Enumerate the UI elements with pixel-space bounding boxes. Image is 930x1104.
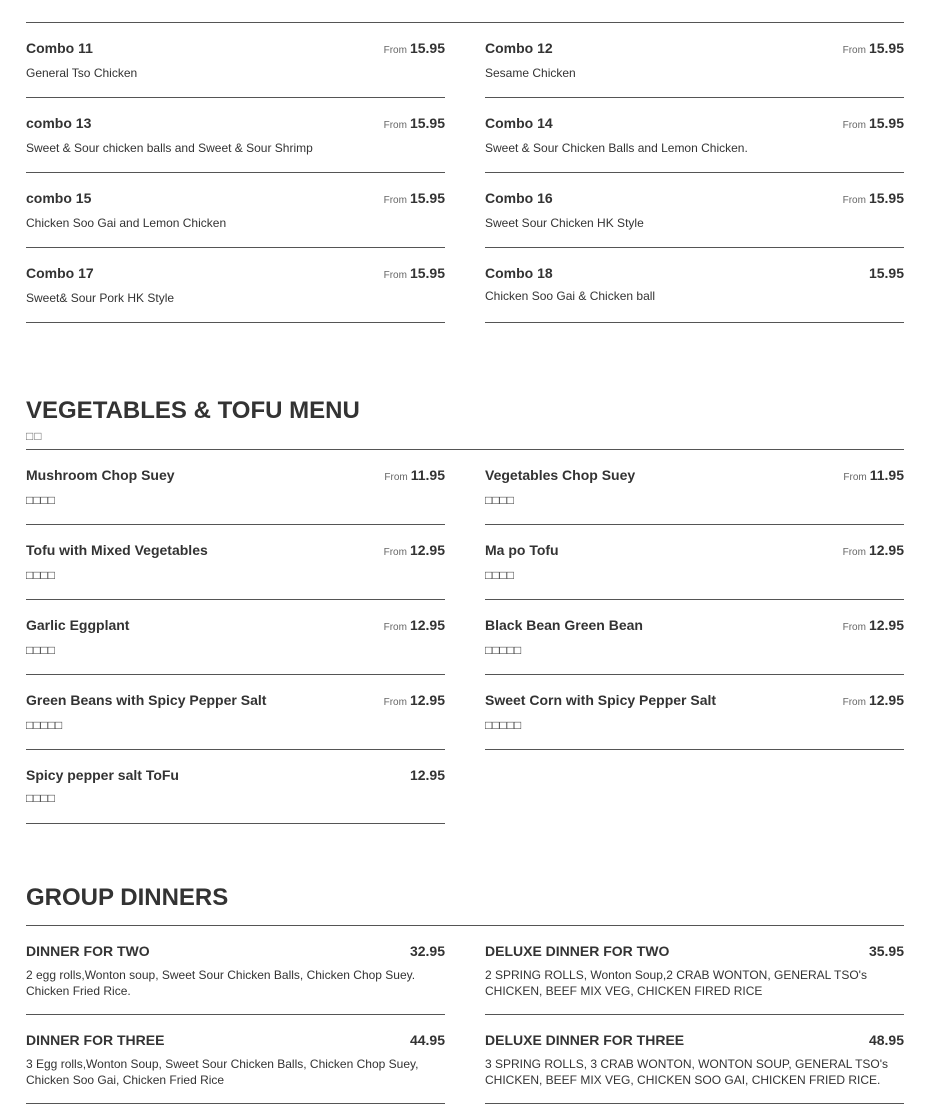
combo-grid (26, 23, 904, 323)
price-from-label: From (843, 472, 867, 483)
price-value: 15.95 (868, 40, 904, 56)
item-price (384, 265, 445, 281)
menu-item-combo-18[interactable] (485, 248, 904, 323)
menu-item-sweet-corn-pepper-salt[interactable] (485, 675, 904, 750)
menu-item-spicy-pepper-salt-tofu[interactable] (26, 750, 445, 824)
price-value: 15.95 (868, 265, 904, 281)
menu-item-deluxe-dinner-for-two[interactable] (485, 926, 904, 1015)
item-description: □□□□ (26, 568, 55, 582)
item-price (384, 467, 445, 483)
price-value: 12.95 (409, 692, 445, 708)
item-price (410, 943, 445, 959)
item-description: □□□□ (485, 493, 514, 507)
section-subtitle-vegetables: □□ (26, 429, 43, 443)
item-price (384, 190, 445, 206)
price-from-label: From (842, 697, 866, 708)
menu-item-deluxe-dinner-for-three[interactable] (485, 1015, 904, 1104)
item-name: Garlic Eggplant (26, 617, 130, 633)
menu-item-ma-po-tofu[interactable] (485, 525, 904, 600)
price-value: 44.95 (409, 1032, 445, 1048)
vegetables-grid (26, 450, 904, 824)
menu-item-tofu-mixed-vegetables[interactable] (26, 525, 445, 600)
price-value: 12.95 (409, 542, 445, 558)
price-from-label: From (842, 195, 866, 206)
item-description: Sweet & Sour Chicken Balls and Lemon Chicken. (485, 141, 748, 155)
price-from-label: From (383, 120, 407, 131)
item-name: DINNER FOR TWO (26, 943, 150, 959)
price-value: 15.95 (409, 40, 445, 56)
price-value: 12.95 (868, 542, 904, 558)
item-price (843, 617, 904, 633)
item-price (843, 692, 904, 708)
item-name: Combo 16 (485, 190, 553, 206)
item-price (843, 115, 904, 131)
price-value: 12.95 (868, 692, 904, 708)
item-price (843, 542, 904, 558)
item-description: □□□□ (26, 791, 55, 805)
item-price (384, 40, 445, 56)
item-name: DINNER FOR THREE (26, 1032, 165, 1048)
item-name: DELUXE DINNER FOR THREE (485, 1032, 685, 1048)
item-description: Sweet& Sour Pork HK Style (26, 291, 175, 305)
section-title-vegetables: VEGETABLES & TOFU MENU (26, 397, 360, 424)
item-price (384, 692, 445, 708)
item-description: □□□□□ (485, 643, 522, 657)
item-description: Sesame Chicken (485, 66, 576, 80)
price-value: 15.95 (409, 265, 445, 281)
price-value: 12.95 (409, 767, 445, 783)
price-value: 11.95 (410, 467, 445, 483)
menu-item-combo-13[interactable] (26, 98, 445, 173)
item-name: Combo 12 (485, 40, 553, 56)
item-description: 3 Egg rolls,Wonton Soup, Sweet Sour Chicken Balls, Chicken Chop Suey, Chicken Soo Gai, Chicken Fried Rice (26, 1057, 419, 1087)
item-name: Black Bean Green Bean (485, 617, 643, 633)
price-from-label: From (384, 472, 408, 483)
item-name: Mushroom Chop Suey (26, 467, 175, 483)
price-from-label: From (383, 195, 407, 206)
item-description: □□□□□ (485, 718, 522, 732)
price-value: 11.95 (869, 467, 904, 483)
item-price (869, 943, 904, 959)
item-description: □□□□ (26, 643, 55, 657)
menu-item-combo-11[interactable] (26, 23, 445, 98)
price-from-label: From (842, 547, 866, 558)
menu-item-vegetables-chop-suey[interactable] (485, 450, 904, 525)
item-price (869, 265, 904, 281)
menu-item-combo-12[interactable] (485, 23, 904, 98)
price-value: 15.95 (868, 115, 904, 131)
item-name: Combo 18 (485, 265, 553, 281)
price-value: 32.95 (409, 943, 445, 959)
item-description: □□□□ (485, 568, 514, 582)
price-value: 35.95 (868, 943, 904, 959)
menu-item-garlic-eggplant[interactable] (26, 600, 445, 675)
menu-item-combo-17[interactable] (26, 248, 445, 323)
item-price (843, 190, 904, 206)
price-value: 12.95 (868, 617, 904, 633)
price-from-label: From (383, 270, 407, 281)
item-description: General Tso Chicken (26, 66, 138, 80)
item-name: Vegetables Chop Suey (485, 467, 636, 483)
price-from-label: From (842, 120, 866, 131)
item-name: Green Beans with Spicy Pepper Salt (26, 692, 267, 708)
item-price (384, 542, 445, 558)
price-from-label: From (383, 45, 407, 56)
price-from-label: From (383, 622, 407, 633)
item-name: Tofu with Mixed Vegetables (26, 542, 208, 558)
item-name: Combo 11 (26, 40, 93, 56)
item-price (843, 467, 904, 483)
item-price (869, 1032, 904, 1048)
price-value: 15.95 (409, 115, 445, 131)
item-name: Sweet Corn with Spicy Pepper Salt (485, 692, 717, 708)
menu-item-dinner-for-three[interactable] (26, 1015, 445, 1104)
item-name: combo 13 (26, 115, 92, 131)
item-description: Chicken Soo Gai & Chicken ball (485, 289, 656, 303)
section-title-group-dinners: GROUP DINNERS (26, 884, 229, 911)
item-description: 2 SPRING ROLLS, Wonton Soup,2 CRAB WONTON, GENERAL TSO's CHICKEN, BEEF MIX VEG, CHICKEN FIRED RICE (485, 968, 867, 998)
price-value: 15.95 (868, 190, 904, 206)
menu-item-mushroom-chop-suey[interactable] (26, 450, 445, 525)
price-from-label: From (383, 547, 407, 558)
price-value: 15.95 (409, 190, 445, 206)
item-description: 3 SPRING ROLLS, 3 CRAB WONTON, WONTON SOUP, GENERAL TSO's CHICKEN, BEEF MIX VEG, CHICKEN SOO GAI, CHICKEN FRIED RICE. (485, 1057, 889, 1087)
item-price (410, 1032, 445, 1048)
price-from-label: From (383, 697, 407, 708)
menu-item-combo-14[interactable] (485, 98, 904, 173)
item-price (410, 767, 445, 783)
item-description: Sweet & Sour chicken balls and Sweet & Sour Shrimp (26, 141, 313, 155)
item-description: □□□□□ (26, 718, 63, 732)
item-name: DELUXE DINNER FOR TWO (485, 943, 670, 959)
item-name: Combo 17 (26, 265, 94, 281)
price-value: 48.95 (868, 1032, 904, 1048)
item-name: combo 15 (26, 190, 92, 206)
menu-item-combo-15[interactable] (26, 173, 445, 248)
menu-item-black-bean-green-bean[interactable] (485, 600, 904, 675)
item-description: Chicken Soo Gai and Lemon Chicken (26, 216, 227, 230)
item-price (384, 617, 445, 633)
menu-content (26, 0, 904, 1104)
previous-items-row (26, 0, 904, 23)
group-dinners-grid (26, 926, 904, 1104)
item-name: Combo 14 (485, 115, 553, 131)
item-name: Ma po Tofu (485, 542, 559, 558)
menu-item-dinner-for-two[interactable] (26, 926, 445, 1015)
item-name: Spicy pepper salt ToFu (26, 767, 179, 783)
price-from-label: From (842, 45, 866, 56)
item-description: □□□□ (26, 493, 55, 507)
menu-item-green-beans-pepper-salt[interactable] (26, 675, 445, 750)
price-from-label: From (842, 622, 866, 633)
menu-item-combo-16[interactable] (485, 173, 904, 248)
item-description: Sweet Sour Chicken HK Style (485, 216, 644, 230)
item-description: 2 egg rolls,Wonton soup, Sweet Sour Chicken Balls, Chicken Chop Suey. Chicken Fried Rice. (26, 968, 416, 998)
item-price (384, 115, 445, 131)
item-price (843, 40, 904, 56)
price-value: 12.95 (409, 617, 445, 633)
